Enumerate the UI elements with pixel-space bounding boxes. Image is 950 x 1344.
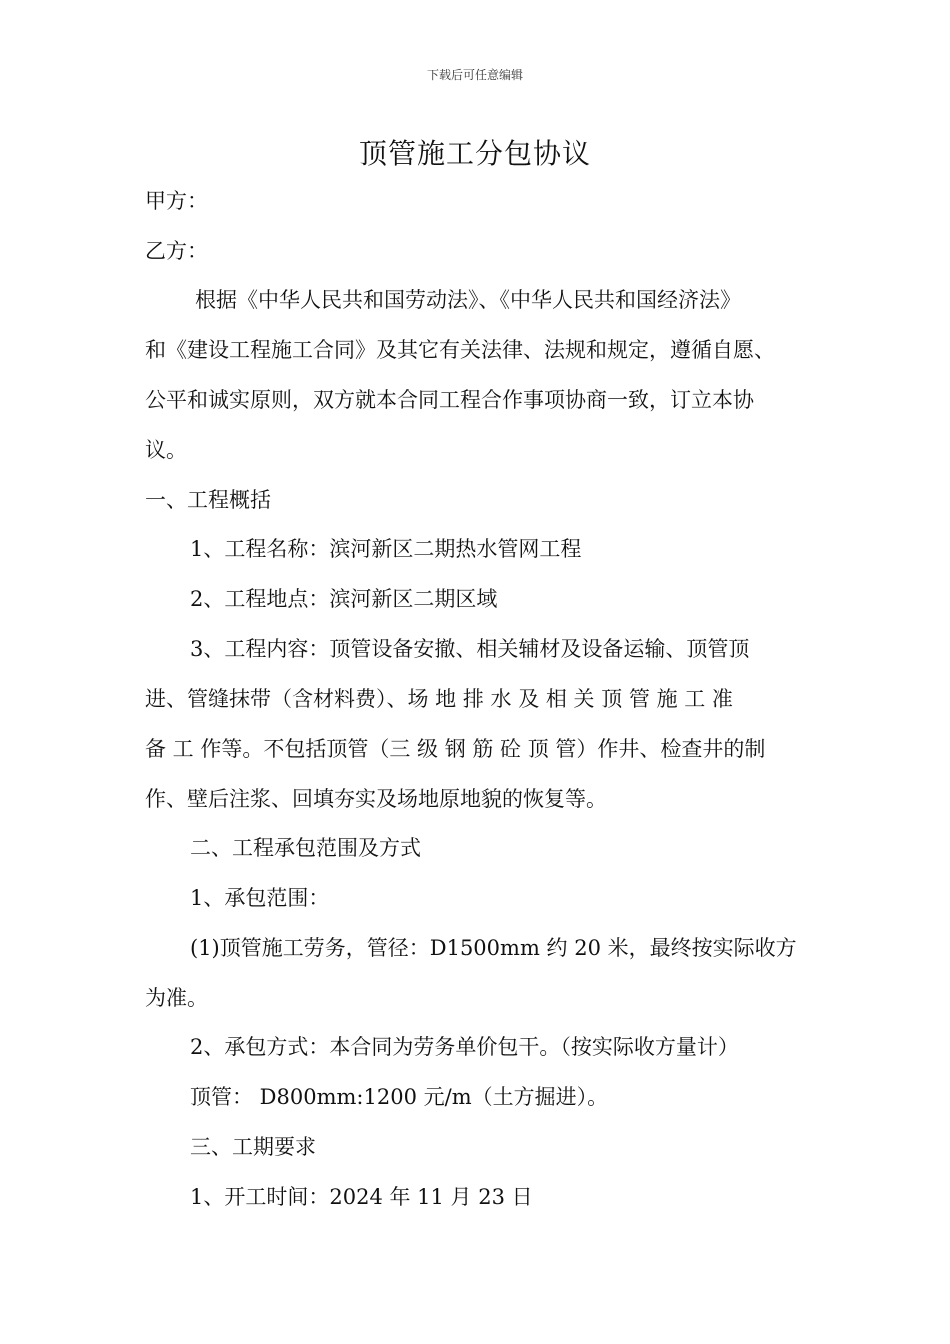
project-name: 1、工程名称：滨河新区二期热水管网工程 xyxy=(190,537,582,561)
party-a-label: 甲方： xyxy=(145,189,208,213)
header-note: 下载后可任意编辑 xyxy=(426,68,523,82)
party-b-label: 乙方： xyxy=(145,239,208,263)
document-title: 顶管施工分包协议 xyxy=(358,137,591,170)
section-heading-2: 二、工程承包范围及方式 xyxy=(190,836,421,860)
scope-label: 1、承包范围： xyxy=(190,886,330,910)
section-heading-3: 三、工期要求 xyxy=(190,1135,316,1159)
scope-item-1-line-1: (1)顶管施工劳务，管径：D1500mm 约 20 米，最终按实际收方 xyxy=(190,936,797,960)
contract-method: 2、承包方式：本合同为劳务单价包干。（按实际收方量计） xyxy=(190,1035,739,1059)
preamble-line-2: 和《建设工程施工合同》及其它有关法律、法规和规定，遵循自愿、 xyxy=(145,338,775,362)
scope-item-1-line-2: 为准。 xyxy=(145,986,208,1010)
section-heading-1: 一、工程概括 xyxy=(145,488,271,512)
project-location: 2、工程地点：滨河新区二期区域 xyxy=(190,587,498,611)
project-content-line-3: 备 工 作等。不包括顶管（三 级 钢 筋 砼 顶 管）作井、检查井的制 xyxy=(145,737,766,761)
jacking-price: 顶管： D800mm:1200 元/m（土方掘进）。 xyxy=(190,1085,609,1109)
start-date: 1、开工时间：2024 年 11 月 23 日 xyxy=(190,1185,533,1209)
preamble-line-1: 根据《中华人民共和国劳动法》、《中华人民共和国经济法》 xyxy=(195,288,741,312)
project-content-line-4: 作、壁后注浆、回填夯实及场地原地貌的恢复等。 xyxy=(145,787,607,811)
preamble-line-4: 议。 xyxy=(145,438,187,462)
preamble-line-3: 公平和诚实原则，双方就本合同工程合作事项协商一致，订立本协 xyxy=(145,388,754,412)
project-content-line-1: 3、工程内容：顶管设备安撤、相关辅材及设备运输、顶管顶 xyxy=(190,637,750,661)
project-content-line-2: 进、管缝抹带（含材料费）、场 地 排 水 及 相 关 顶 管 施 工 准 xyxy=(145,687,733,711)
